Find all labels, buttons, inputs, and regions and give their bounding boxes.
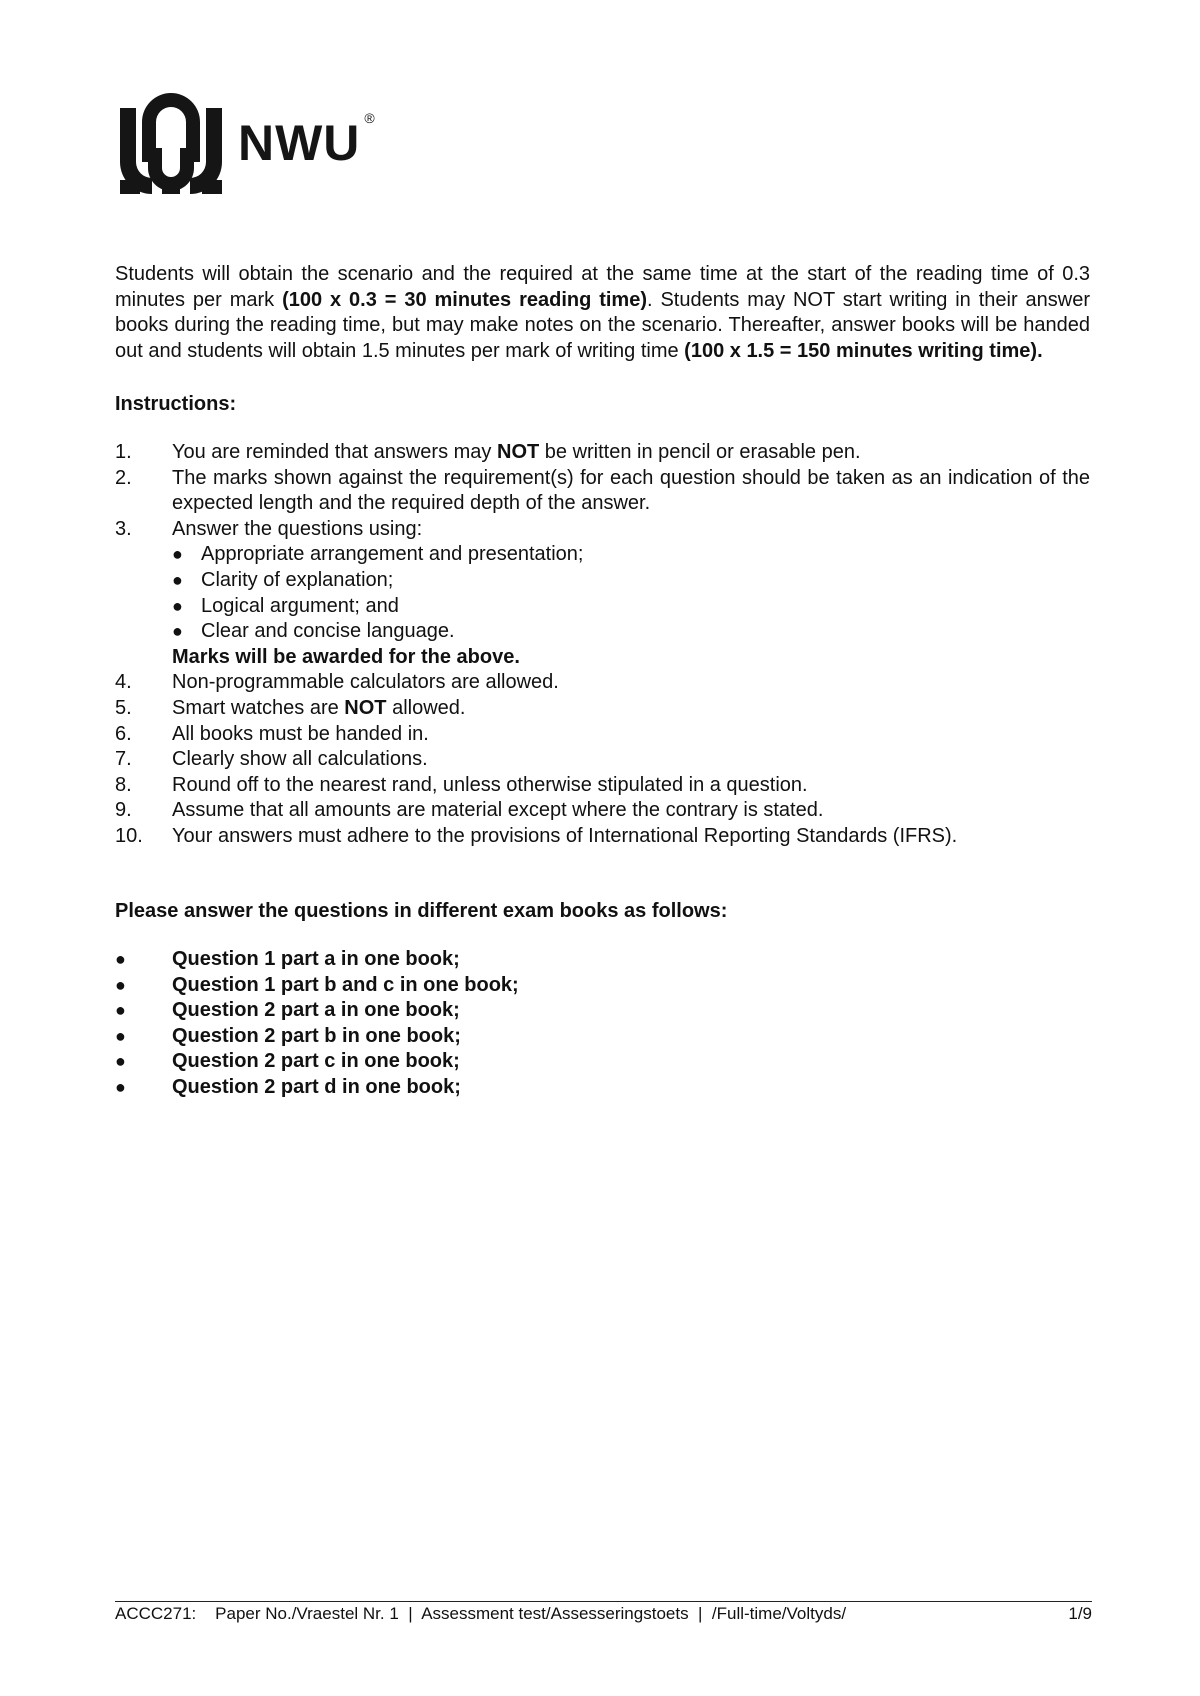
bullet-icon: ●: [172, 544, 183, 565]
criteria-item: [172, 542, 1090, 568]
instruction-text-bold: NOT: [497, 440, 540, 463]
instruction-number: 4.: [115, 671, 132, 694]
bullet-icon: ●: [115, 1077, 126, 1098]
instruction-number: 10.: [115, 824, 143, 847]
instruction-number: 6.: [115, 722, 132, 745]
instruction-text: Answer the questions using:: [172, 517, 423, 540]
writing-time-bold: (100 x 1.5 = 150 minutes writing time).: [684, 339, 1043, 362]
footer-course-code: ACCC271:: [115, 1604, 197, 1623]
nwu-wordmark: NWU: [238, 115, 361, 171]
exam-book-text: Question 1 part b and c in one book;: [172, 973, 519, 996]
instruction-text-pre: You are reminded that answers may: [172, 440, 497, 463]
instruction-number: 8.: [115, 773, 132, 796]
footer-page-number: 1/9: [1068, 1604, 1092, 1623]
registered-mark: ®: [364, 110, 375, 126]
exam-book-text: Question 2 part b in one book;: [172, 1024, 461, 1047]
bullet-icon: ●: [115, 1025, 126, 1046]
instruction-text: Round off to the nearest rand, unless otherwise stipulated in a question.: [172, 773, 808, 796]
instruction-item: [115, 517, 1090, 671]
instruction-text: Assume that all amounts are material except where the contrary is stated.: [172, 799, 824, 822]
instruction-text: All books must be handed in.: [172, 722, 429, 745]
instructions-heading: Instructions:: [115, 393, 237, 416]
criteria-item: [172, 568, 1090, 594]
criteria-item: [172, 619, 1090, 645]
exam-book-item: [115, 998, 1090, 1024]
exam-book-item: [115, 1024, 1090, 1050]
bullet-icon: ●: [172, 595, 183, 616]
instructions-list: [115, 440, 1090, 850]
intro-text-2: . Students may NOT start writing in their answer books during the reading time, but may make notes on the scenario. Thereafter, answer books will be handed out and students will obtain 1.5 minutes per mark of writing time: [115, 288, 1090, 362]
instruction-item: [115, 440, 1090, 466]
bullet-icon: ●: [115, 974, 126, 995]
exam-book-item: [115, 1049, 1090, 1075]
reading-time-bold: (100 x 0.3 = 30 minutes reading time): [282, 288, 647, 311]
criteria-text: Clear and concise language.: [201, 620, 455, 643]
instruction-number: 9.: [115, 799, 132, 822]
bullet-icon: ●: [115, 949, 126, 970]
footer-paper: Paper No./Vraestel Nr. 1: [215, 1604, 399, 1623]
bullet-icon: ●: [115, 1000, 126, 1021]
exam-book-item: [115, 947, 1090, 973]
instruction-item: [115, 722, 1090, 748]
criteria-text: Logical argument; and: [201, 594, 399, 617]
instruction-text: [172, 440, 1090, 466]
criteria-list: [172, 542, 1090, 644]
instruction-text-bold: NOT: [344, 696, 387, 719]
instruction-text-pre: Smart watches are: [172, 696, 345, 719]
footer-divider: [115, 1601, 1092, 1602]
intro-text-1: Students will obtain the scenario and the required at the same time at the start of the reading time of 0.3 minutes per mark: [115, 263, 1090, 311]
instruction-number: 7.: [115, 748, 132, 771]
instruction-item: [115, 696, 1090, 722]
instruction-item: [115, 670, 1090, 696]
instruction-item: [115, 824, 1090, 850]
exam-instructions-body: [115, 262, 1090, 1101]
criteria-text: Clarity of explanation;: [201, 568, 394, 591]
instruction-text-post: allowed.: [386, 696, 466, 719]
footer-separator: |: [698, 1604, 703, 1623]
nwu-logo: [118, 88, 375, 194]
instruction-text-post: be written in pencil or erasable pen.: [539, 440, 861, 463]
instruction-number: 5.: [115, 696, 132, 719]
criteria-item: [172, 594, 1090, 620]
exam-book-text: Question 2 part a in one book;: [172, 999, 460, 1022]
instruction-text: Clearly show all calculations.: [172, 748, 428, 771]
instruction-number: 3.: [115, 517, 132, 540]
footer-assessment: Assessment test/Assesseringstoets: [421, 1604, 689, 1623]
intro-paragraph: [115, 262, 1090, 364]
instruction-item: [115, 773, 1090, 799]
exam-book-text: Question 2 part d in one book;: [172, 1076, 461, 1099]
instruction-text: Your answers must adhere to the provisions of International Reporting Standards (IFRS).: [172, 824, 958, 847]
bullet-icon: ●: [115, 1051, 126, 1072]
page-footer: [115, 1604, 1092, 1624]
exam-books-list: [115, 947, 1090, 1101]
bullet-icon: ●: [172, 569, 183, 590]
instruction-item: [115, 798, 1090, 824]
instruction-number: 2.: [115, 466, 132, 489]
exam-book-text: Question 1 part a in one book;: [172, 948, 460, 971]
instruction-item: [115, 466, 1090, 517]
nwu-emblem-icon: [118, 88, 224, 194]
exam-book-item: [115, 973, 1090, 999]
instruction-item: [115, 747, 1090, 773]
instruction-text: [172, 696, 1090, 722]
exam-book-item: [115, 1075, 1090, 1101]
footer-info: [115, 1604, 846, 1624]
marks-note: Marks will be awarded for the above.: [172, 645, 520, 668]
exam-books-heading: Please answer the questions in different exam books as follows:: [115, 900, 728, 923]
instruction-text-block: [172, 517, 1090, 671]
footer-mode: /Full-time/Voltyds/: [711, 1604, 847, 1623]
instruction-text: The marks shown against the requirement(s) for each question should be taken as an indication of the expected length and the required depth of the answer.: [172, 466, 1090, 515]
criteria-text: Appropriate arrangement and presentation;: [201, 543, 584, 566]
footer-separator: |: [408, 1604, 413, 1623]
instruction-text: Non-programmable calculators are allowed.: [172, 671, 559, 694]
instruction-number: 1.: [115, 440, 132, 463]
bullet-icon: ●: [172, 621, 183, 642]
exam-book-text: Question 2 part c in one book;: [172, 1050, 460, 1073]
